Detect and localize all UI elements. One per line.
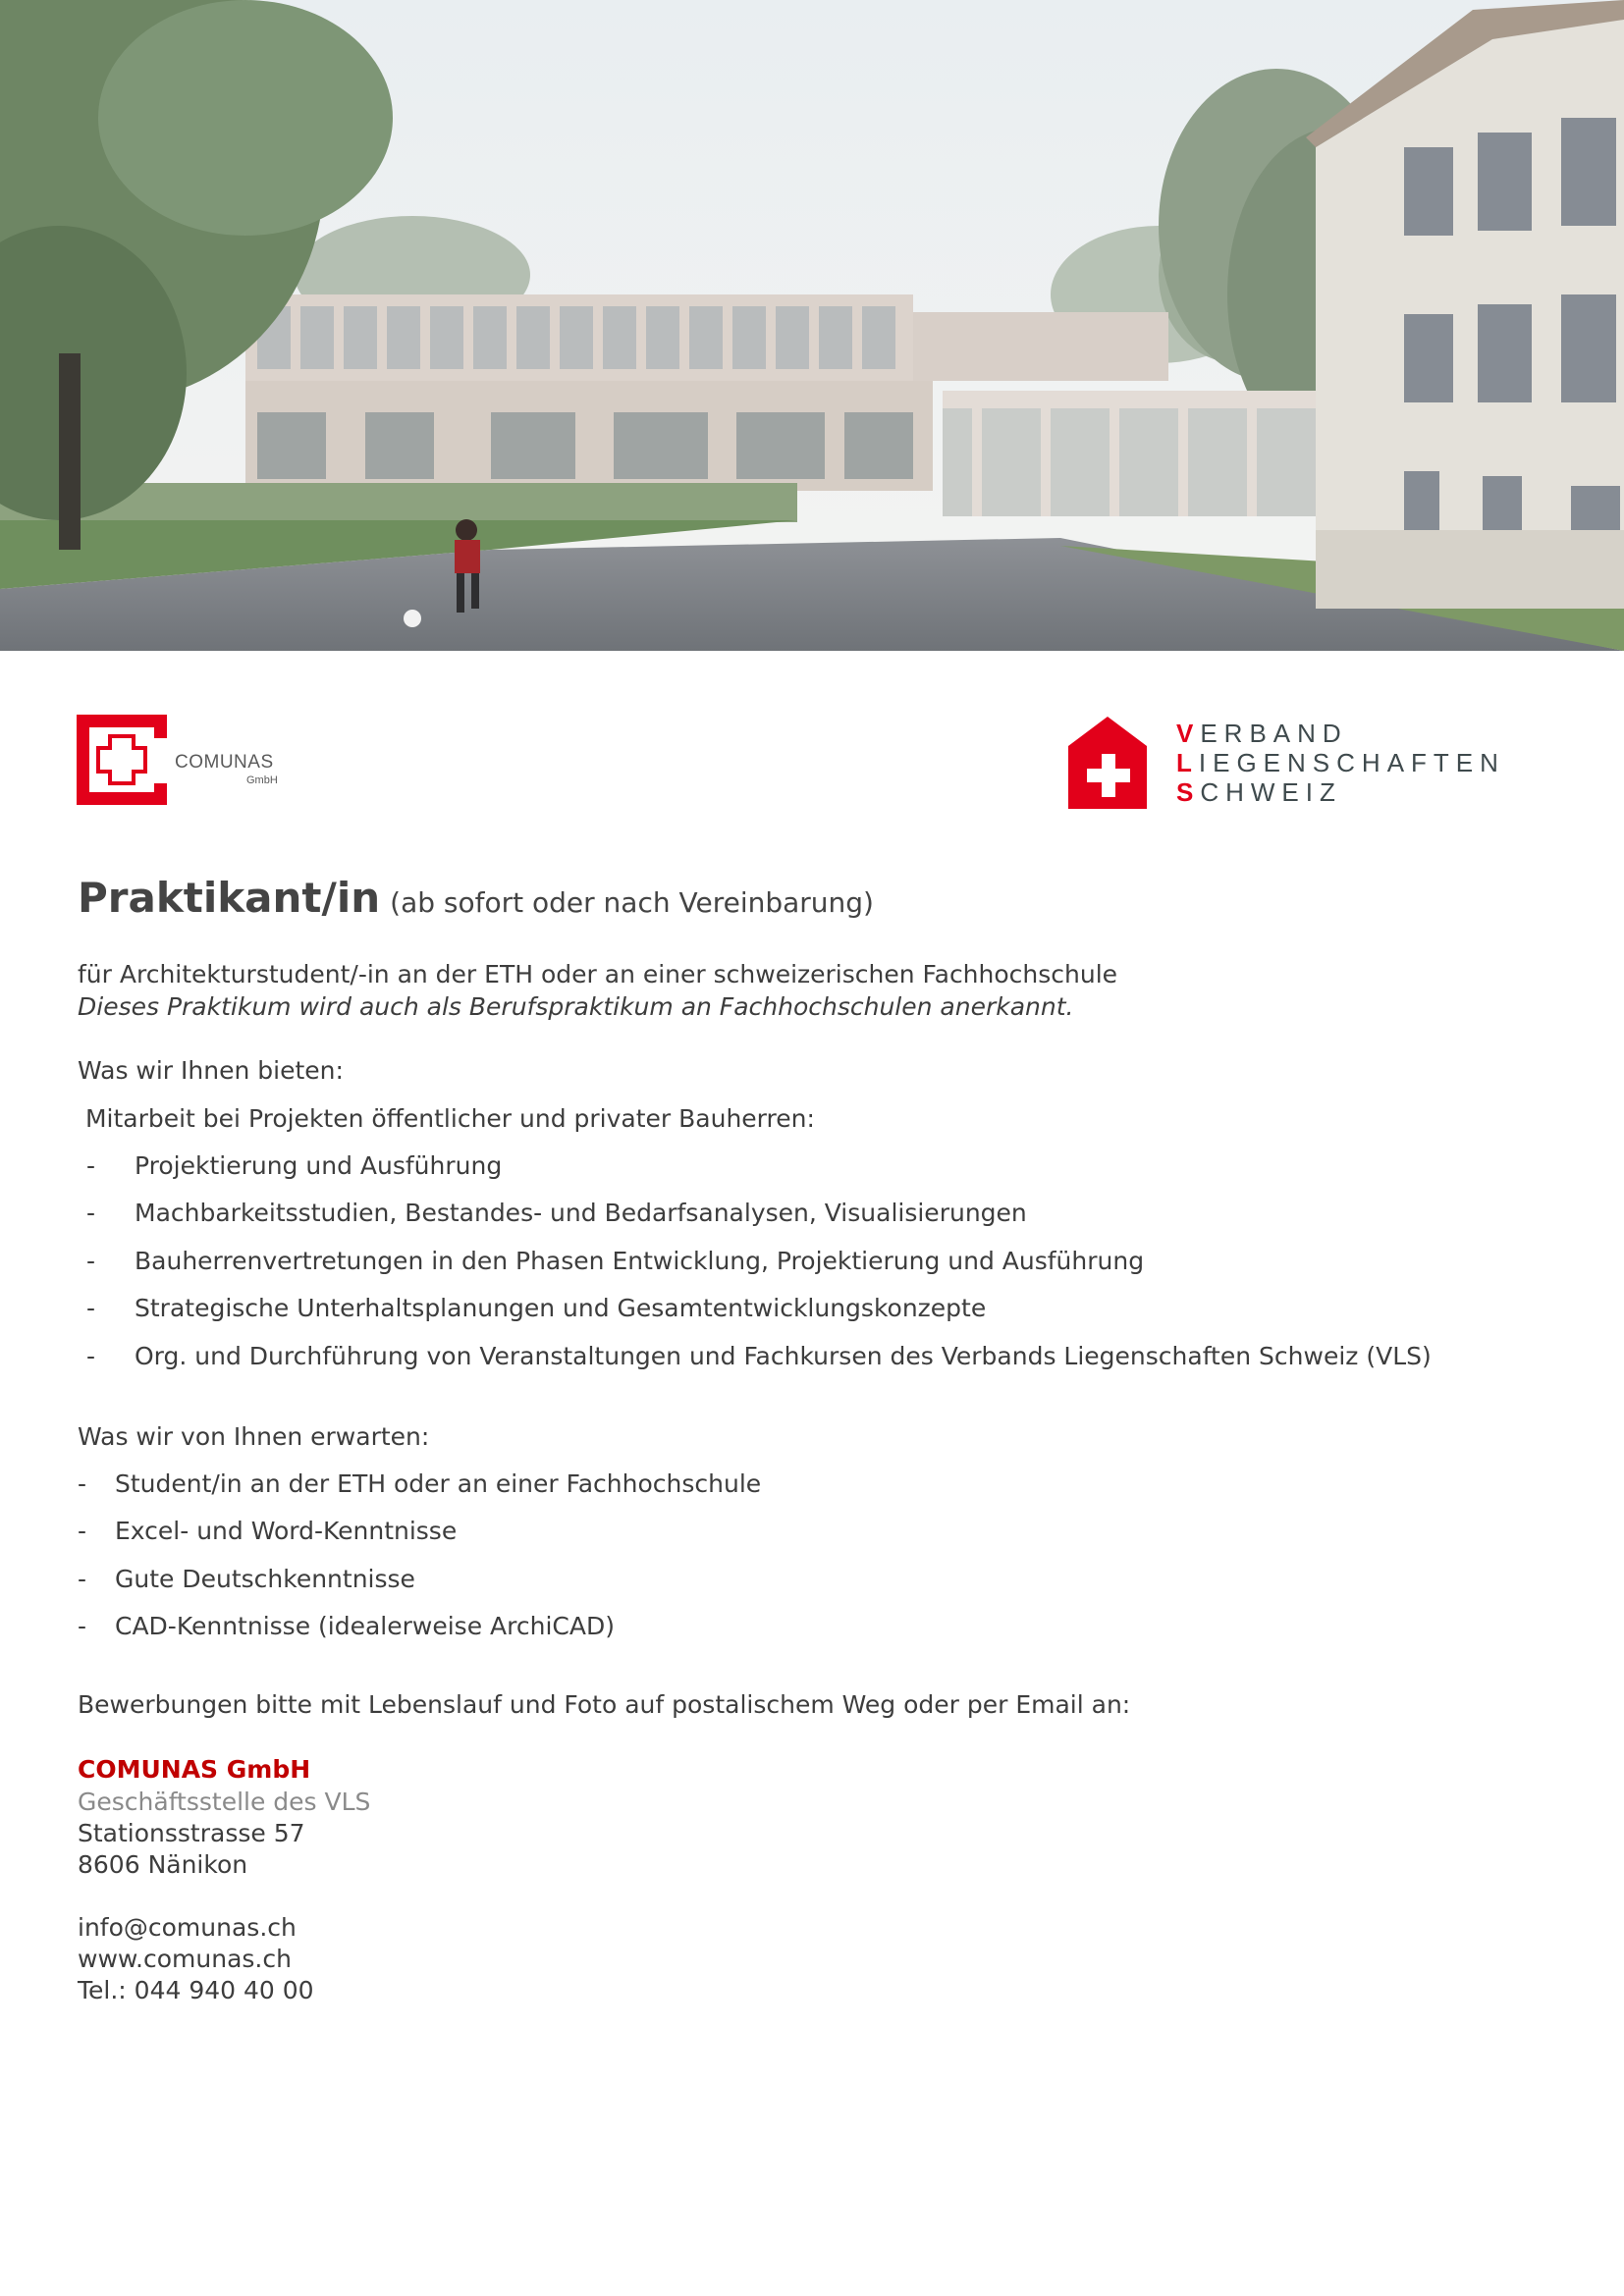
list-item: CAD-Kenntnisse (idealerweise ArchiCAD)	[115, 1612, 615, 1640]
company-name: COMUNAS GmbH	[78, 1755, 311, 1784]
list-item: Bauherrenvertretungen in den Phasen Entwicklung, Projektierung und Ausführung	[135, 1247, 1145, 1275]
job-start-note: (ab sofort oder nach Vereinbarung)	[390, 886, 874, 919]
page-title	[78, 874, 874, 922]
job-title: Praktikant/in	[78, 874, 381, 922]
vls-line-2: LIEGENSCHAFTEN	[1176, 748, 1505, 777]
list-bullet: -	[78, 1565, 87, 1593]
phone-number: Tel.: 044 940 40 00	[78, 1976, 314, 2004]
list-item: Machbarkeitsstudien, Bestandes- und Bedarfsanalysen, Visualisierungen	[135, 1199, 1027, 1227]
list-item: Excel- und Word-Kenntnisse	[115, 1517, 458, 1545]
offer-subheading: Mitarbeit bei Projekten öffentlicher und privater Bauherren:	[78, 1104, 815, 1133]
list-bullet: -	[86, 1151, 96, 1180]
vls-logo-text	[1176, 719, 1505, 807]
email-link[interactable]: info@comunas.ch	[78, 1913, 297, 1942]
street-address: Stationsstrasse 57	[78, 1819, 305, 1847]
vls-line-1: VERBAND	[1176, 719, 1348, 748]
comunas-logo-suffix: GmbH	[246, 774, 278, 786]
office-name: Geschäftsstelle des VLS	[78, 1788, 371, 1816]
list-bullet: -	[78, 1469, 87, 1498]
list-item: Student/in an der ETH oder an einer Fachhochschule	[115, 1469, 762, 1498]
vls-line-3: SCHWEIZ	[1176, 777, 1342, 807]
hero-image	[0, 0, 1624, 651]
list-bullet: -	[78, 1517, 87, 1545]
comunas-logo-name: COMUNAS	[175, 752, 274, 773]
school-building-illustration	[0, 0, 1624, 651]
list-bullet: -	[86, 1342, 96, 1370]
vls-logo	[1068, 717, 1540, 815]
house-cross-icon	[1068, 717, 1147, 809]
list-bullet: -	[86, 1294, 96, 1322]
comunas-logo	[77, 715, 278, 809]
city-address: 8606 Nänikon	[78, 1850, 248, 1879]
intro-note: Dieses Praktikum wird auch als Berufspraktikum an Fachhochschulen anerkannt.	[78, 992, 1074, 1021]
list-item: Projektierung und Ausführung	[135, 1151, 503, 1180]
list-item: Org. und Durchführung von Veranstaltungen und Fachkursen des Verbands Liegenschaften Schweiz (VLS)	[135, 1342, 1432, 1370]
intro-line: für Architekturstudent/-in an der ETH oder an einer schweizerischen Fachhochschule	[78, 960, 1118, 988]
application-instructions: Bewerbungen bitte mit Lebenslauf und Foto auf postalischem Weg oder per Email an:	[78, 1690, 1131, 1719]
list-bullet: -	[86, 1247, 96, 1275]
list-bullet: -	[86, 1199, 96, 1227]
list-item: Gute Deutschkenntnisse	[115, 1565, 415, 1593]
expect-heading: Was wir von Ihnen erwarten:	[78, 1422, 430, 1451]
website-link[interactable]: www.comunas.ch	[78, 1945, 292, 1973]
list-item: Strategische Unterhaltsplanungen und Gesamtentwicklungskonzepte	[135, 1294, 987, 1322]
list-bullet: -	[78, 1612, 87, 1640]
offer-heading: Was wir Ihnen bieten:	[78, 1056, 344, 1085]
